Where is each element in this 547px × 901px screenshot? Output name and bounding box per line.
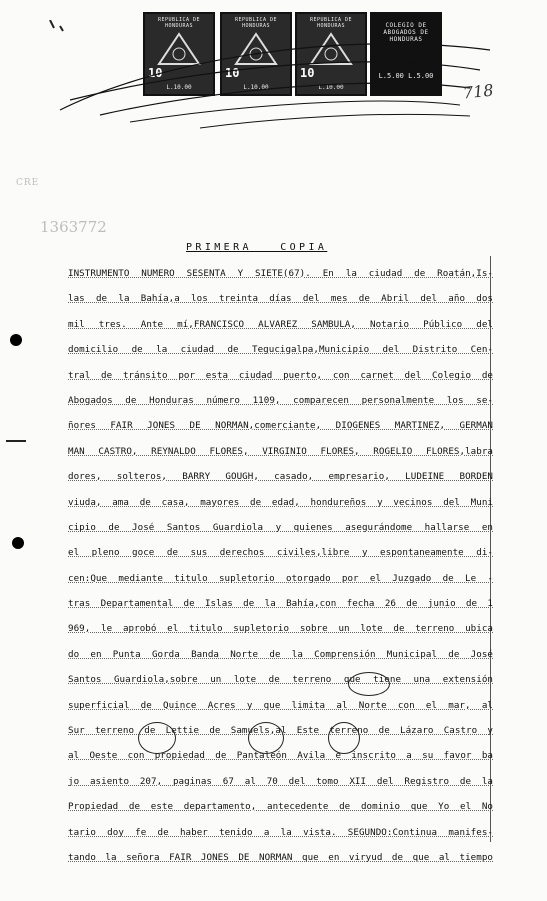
stamp-value: L.5.00 L.5.00 (378, 72, 434, 80)
ink-circle (348, 672, 390, 696)
text-line: el pleno goce de sus derechos civiles,libre y espontaneamente di- (68, 547, 493, 559)
margin-note: CRE (16, 178, 40, 188)
text-line: mil tres. Ante mí,FRANCISCO ALVAREZ SAMBULA, Notario Público del (68, 318, 493, 330)
stamp-caption: REPUBLICA DE HONDURAS (234, 17, 278, 29)
stamp-caption: COLEGIO DE ABOGADOS DE HONDURAS (383, 22, 429, 43)
stamp-caption: REPUBLICA DE HONDURAS (309, 17, 353, 29)
signature-scribble-icon (40, 20, 500, 130)
punch-hole (10, 334, 22, 346)
punch-hole (12, 537, 24, 549)
text-line: Santos Guardiola,sobre un lote de terreno que tiene una extensión (68, 674, 493, 686)
text-line: INSTRUMENTO NUMERO SESENTA Y SIETE(67). En la ciudad de Roatán,Is- (68, 268, 493, 279)
ink-circle (138, 722, 176, 754)
heading-text: PRIMERA COPIA (186, 242, 328, 253)
handwritten-number: 718 (462, 80, 495, 103)
document-body (68, 268, 493, 877)
text-line: Abogados de Honduras número 1109, comparecen personalmente los se- (68, 394, 493, 406)
stamp-number: 10 (148, 66, 163, 80)
text-line: dores, solteros, BARRY GOUGH, casado, empresario, LUDEINE BORDEN (68, 471, 493, 483)
text-line: jo asiento 207, paginas 67 al 70 del tomo XII del Registro de la (68, 775, 493, 787)
text-line: Propiedad de este departamento, antecedente de dominio que Yo el No (68, 801, 493, 813)
stamp-value: L.10.00 (166, 84, 192, 91)
document-heading (186, 242, 327, 253)
stamp-number: 10 (300, 66, 315, 80)
text-line: tando la señora FAIR JONES DE NORMAN que en viryud de que al tiempo (68, 851, 493, 863)
text-line: tras Departamental de Islas de la Bahía,con fecha 26 de junio de 1 (68, 598, 493, 610)
text-line: domicilio de la ciudad de Tegucigalpa,Municipio del Distrito Cen- (68, 344, 493, 356)
text-line: Sur terreno de Lettie de Samuels,al Este terreno de Lázaro Castro y (68, 725, 493, 737)
text-line: tario doy fe de haber tenido a la vista. SEGUNDO:Continua manifes- (68, 826, 493, 838)
text-line: cipio de José Santos Guardiola y quienes asegurándome hallarse en (68, 521, 493, 533)
text-line: ñores FAIR JONES DE NORMAN,comerciante, DIOGENES MARTINEZ, GERMAN (68, 420, 493, 432)
stamp-value: L.10.00 (243, 84, 269, 91)
ink-circle (328, 722, 360, 754)
text-line: do en Punta Gorda Banda Norte de la Comprensión Municipal de José (68, 648, 493, 660)
stamp-caption: REPUBLICA DE HONDURAS (157, 17, 201, 29)
margin-mark (6, 440, 26, 442)
text-line: cen:Que mediante titulo supletorio otorgado por el Juzgado de Le - (68, 572, 493, 584)
text-line: MAN CASTRO, REYNALDO FLORES, VIRGINIO FLORES, ROGELIO FLORES,labra (68, 445, 493, 457)
text-line: viuda, ama de casa, mayores de edad, hondureños y vecinos del Muni (68, 496, 493, 508)
ink-circle (248, 722, 284, 754)
stamp-number: 10 (225, 66, 240, 80)
faint-serial-number: 1363772 (40, 218, 107, 236)
text-line: al Oeste con propiedad de Pantaleón Avila e inscrito a su favor ba (68, 750, 493, 762)
text-line: tral de tránsito por esta ciudad puerto, con carnet del Colegio de (68, 369, 493, 381)
text-line: las de la Bahía,a los treinta días del mes de Abril del año dos (68, 293, 493, 305)
stamp-value: L.10.00 (318, 84, 344, 91)
text-line: superficial de Quince Acres y que limita al Norte con el mar, al (68, 699, 493, 711)
text-line: 969, le aprobó el titulo supletorio sobre un lote de terreno ubica (68, 623, 493, 635)
